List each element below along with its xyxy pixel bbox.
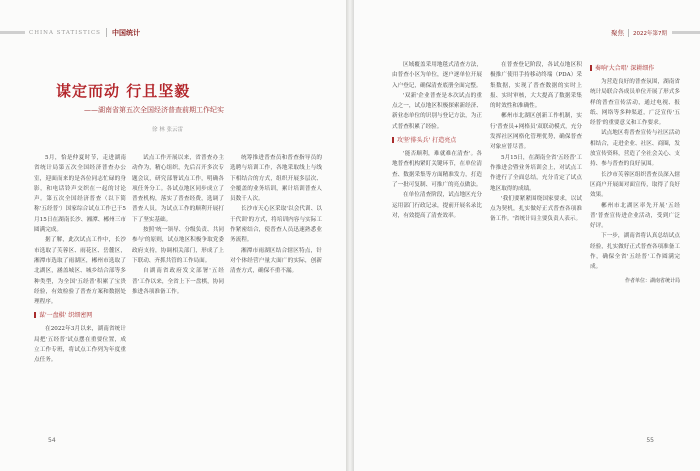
article-subtitle: ——湖南省第五次全国经济普查前期工作纪实 — [84, 106, 224, 114]
paragraph: 郴州市北湖区率先开展'五经普'普查宣传进企业活动，受到广泛好评。 — [590, 202, 680, 230]
paragraph: 为营造良好的普查氛围，湖南省统计局联合各成员单位开展了形式多样的普查宣传活动，通过电视、报纸、网络等多种渠道，广泛宣传'五经普'的重要意义和工作要求。 — [590, 79, 680, 127]
column-6 — [590, 60, 680, 286]
right-running-header — [611, 26, 700, 39]
paragraph: 试点工作开展以来，省普查办主动作为，精心组织，先后召开多次专题会议，研究部署试点工作，明确各项任务分工。各试点地区同步成立了普查机构，落实了普查经费，选调了普查人员，为试点工作的顺利开展打下了坚实基础。 — [132, 155, 224, 223]
article-title: 谋定而动 行且坚毅 — [56, 82, 191, 100]
paragraph: 在2022年3月以来，湖南省统计局把'五经普'试点摆在重要位置，成立工作专班，将试点工作列为年度重点任务。 — [34, 326, 126, 364]
paragraph: 统筹推进普查员和普查指导员的选聘与培训工作，各地采取线上与线下相结合的方式，组织开展多层次、全覆盖的业务培训，累计培训普查人员数千人次。 — [230, 155, 322, 203]
section-heading-text: 谋'一盘棋' 织细密网 — [39, 312, 93, 320]
header-rule — [0, 31, 25, 34]
spine-gutter — [346, 0, 354, 471]
paragraph: '我们要紧紧围绕国家要求，以试点为契机，扎实做好正式普查各项准备工作。'省统计局主要负责人表示。 — [490, 195, 582, 223]
heading-marker — [34, 312, 36, 318]
paragraph: 5月，恰是仲夏时节，走进湖南省统计局第五次全国经济普查办公室，迎面而来的是各位同志忙碌的身影，和电话铃声交织在一起的讨论声。第五次全国经济普查（以下简称'五经普'）国家综合试点工作已于5月15日在湖南长沙、湘潭、郴州三市圆满完成。 — [34, 155, 126, 234]
section-name: 聚焦 — [611, 29, 624, 37]
section-heading-text: 攻坚'排头兵' 打造亮点 — [397, 137, 457, 145]
column-4 — [392, 60, 482, 221]
paragraph: 5月15日，在湖南全省'五经普'工作推进会暨业务培训会上，对试点工作进行了全面总结，充分肯定了试点地区取得的成绩。 — [490, 154, 582, 192]
paragraph: 长沙市天心区采取'以会代训、以干代训'的方式，将培训内容与实际工作紧密结合，使普查人员迅速熟悉业务流程。 — [230, 206, 322, 244]
paragraph: '双新'企业普查是本次试点的重点之一，试点地区积极探索新经济、新业态单位的识别与登记方法，为正式普查积累了经验。 — [392, 92, 482, 130]
header-divider — [106, 28, 107, 37]
heading-marker — [392, 137, 394, 143]
column-2 — [132, 153, 224, 297]
section-name: 中国统计 — [111, 28, 140, 37]
paragraph: 在普查登记阶段，各试点地区积极推广使用手持移动终端（PDA）采集数据，实现了普查数据的实时上报、实时审核，大大提高了数据采集的时效性和准确性。 — [490, 62, 582, 110]
paragraph: 下一步，湖南省将认真总结试点经验，扎实做好正式普查各项准备工作，确保全省'五经普'工作圆满完成。 — [590, 233, 680, 271]
article-authors: 徐 林 张云雷 — [152, 127, 183, 133]
paragraph: 湘潭市雨湖区结合辖区特点，针对个体经营户量大面广的实际，创新清查方式，确保不重不漏。 — [230, 247, 322, 275]
paragraph: 自湖南省政府发文部署'五经普'工作以来，全省上下一盘棋，协同推进各项准备工作。 — [132, 268, 224, 295]
paragraph: 郴州市北湖区创新工作机制，实行'普查员+网格员'双联动模式，充分发挥社区网格化管理优势，确保普查对象应普尽普。 — [490, 113, 582, 151]
column-3 — [230, 153, 322, 277]
column-5 — [490, 60, 582, 225]
left-page — [0, 0, 346, 471]
issue-label: 2022年第7期 — [633, 30, 667, 37]
page-number-right: 55 — [646, 437, 654, 444]
paragraph: '能否顺利，难就难在清查'。各地普查机构紧盯关键环节，在单位清查、数据采集等方面精准发力，打造了一批可复制、可推广的亮点做法。 — [392, 151, 482, 188]
paragraph: 试点地区将普查宣传与社区活动相结合，走进企业、社区、商圈，发放宣传资料，营造了全社会关心、支持、参与普查的良好氛围。 — [590, 130, 680, 168]
left-running-header — [0, 26, 140, 39]
author-affiliation: 作者单位：湖南省统计局 — [624, 277, 680, 284]
section-heading-text: 奏响'大合唱' 深耕细作 — [595, 65, 655, 72]
paragraph: 区域覆盖采用地毯式清查方法，由普查小区为单位，逐户逐单位开展入户登记，确保清查底册全面完整。 — [392, 62, 482, 89]
section-heading-1 — [34, 310, 126, 322]
heading-marker — [590, 65, 592, 71]
paragraph: 据了解，此次试点工作中，长沙市选取了芙蓉区、雨花区、岳麓区，湘潭市选取了雨湖区，郴州市选取了北湖区，涵盖城区、城乡结合部等多种类型，为全国'五经普'积累了宝贵经验，有效检验了普查方案和数据处理程序。 — [34, 237, 126, 306]
paragraph: 长沙市芙蓉区组织普查员深入辖区商户开展面对面宣传，取得了良好效果。 — [590, 171, 680, 199]
right-page — [354, 0, 700, 471]
paragraph: 按照'统一领导、分级负责、共同参与'的原则，试点地区积极争取党委政府支持，协调相关部门，形成了上下联动、齐抓共管的工作局面。 — [132, 227, 224, 264]
header-divider — [628, 29, 629, 37]
paragraph: 在单位清查阶段，试点地区充分运用部门行政记录，提前开展名录比对，有效提高了清查效率。 — [392, 192, 482, 219]
column-1 — [34, 153, 126, 366]
section-heading-3 — [590, 63, 680, 75]
section-heading-2 — [392, 135, 482, 147]
magazine-name: CHINA STATISTICS — [29, 29, 101, 36]
page-number-left: 54 — [48, 437, 56, 444]
header-rule — [672, 31, 700, 34]
